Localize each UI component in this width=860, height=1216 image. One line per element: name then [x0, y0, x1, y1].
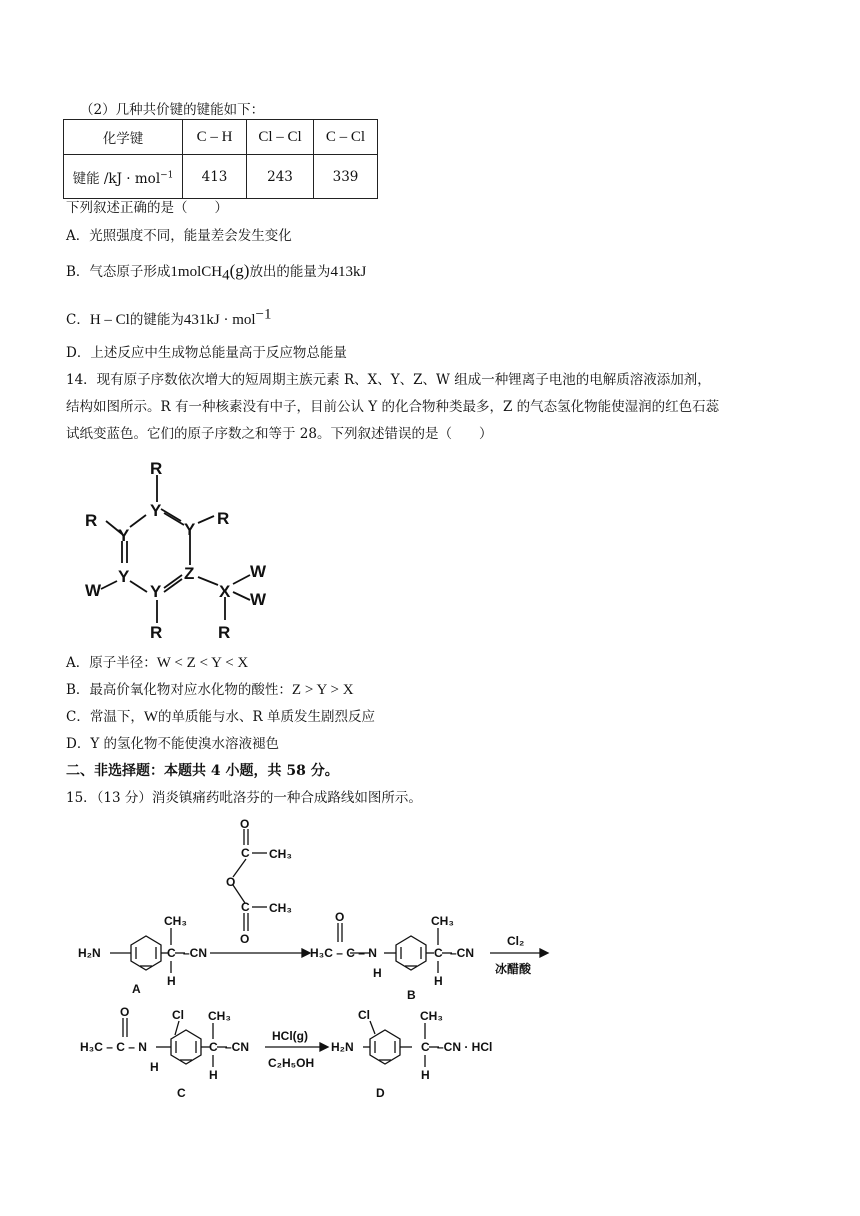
- atom-y: Y: [118, 567, 130, 586]
- opt-text: B．最高价氧化物对应水化物的酸性：: [66, 682, 292, 698]
- q14-structure-diagram: [80, 455, 280, 640]
- atom-h: H: [373, 966, 382, 980]
- atom-c: C: [434, 946, 443, 960]
- table-header: C – H: [183, 120, 247, 155]
- table-row-label: [64, 155, 183, 199]
- reagent-acetic-acid: 冰醋酸: [495, 962, 532, 976]
- table-header: Cl – Cl: [247, 120, 314, 155]
- q13-option-c: [66, 306, 272, 329]
- compound-label-c: C: [177, 1086, 186, 1100]
- compound-label-a: A: [132, 982, 141, 996]
- q15-synthesis-scheme: [70, 815, 550, 1105]
- opt-text: C．: [66, 312, 90, 328]
- opt-text: 的单质能与水、R 单质发生剧烈反应: [158, 709, 375, 725]
- q14-option-c: [66, 708, 375, 726]
- atom-h: H: [150, 1060, 159, 1074]
- atom-h: H: [421, 1068, 430, 1082]
- atom-cl: Cl: [172, 1008, 184, 1022]
- expr: W < Z < Y < X: [156, 655, 249, 671]
- atom-c: C: [167, 946, 176, 960]
- atom-c: C: [241, 846, 250, 860]
- value: 413kJ: [330, 264, 367, 280]
- atom-y: Y: [118, 526, 130, 545]
- atom-cl: Cl: [358, 1008, 370, 1022]
- atom-r: W: [85, 581, 102, 600]
- q13-option-a: A．光照强度不同，能量差会发生变化: [66, 228, 292, 244]
- atom-c: C: [209, 1040, 218, 1054]
- group-ch3: CH₃: [269, 847, 292, 861]
- atom-h: H: [167, 974, 176, 988]
- group-ch3: CH₃: [431, 914, 454, 928]
- group-h2n: H₂N: [78, 946, 101, 960]
- group-ch3: CH₃: [164, 914, 187, 928]
- q15-stem: 15．（13 分）消炎镇痛药吡洛芬的一种合成路线如图所示。: [66, 790, 422, 806]
- section-heading: 二、非选择题：本题共 4 小题，共 58 分。: [66, 763, 339, 779]
- group-cn: –CN: [450, 946, 475, 960]
- atom-o: O: [226, 875, 236, 889]
- atom-o: O: [240, 817, 250, 831]
- value-sup: −1: [255, 306, 272, 323]
- group-cn: –CN: [225, 1040, 250, 1054]
- atom-w: W: [250, 590, 267, 609]
- state: (g): [229, 261, 250, 280]
- q13-option-d: D．上述反应中生成物总能量高于反应物总能量: [66, 345, 347, 361]
- atom-o: O: [240, 932, 250, 946]
- atom-w: W: [250, 562, 267, 581]
- group-cn-hcl: –CN · HCl: [437, 1040, 493, 1054]
- atom-w: R: [218, 623, 231, 642]
- bond: H – Cl: [89, 312, 130, 328]
- group-acetamide: H₃C – C – N: [310, 946, 377, 960]
- atom-r: R: [217, 509, 230, 528]
- q14-stem-line1: 14．现有原子序数依次增大的短周期主族元素 R、X、Y、Z、W 组成一种锂离子电池的电解质溶液添加剂，: [66, 372, 711, 388]
- group-cn: –CN: [183, 946, 208, 960]
- formula-sub: 4: [222, 267, 230, 284]
- opt-text: 放出的能量为: [249, 264, 331, 280]
- bond-energy-table: [63, 119, 378, 199]
- atom-y: Y: [184, 520, 196, 539]
- opt-text: A．原子半径：: [66, 655, 157, 671]
- opt-text: B．气态原子形成: [66, 264, 171, 280]
- q14-stem-line3: 试纸变蓝色。它们的原子序数之和等于 28。下列叙述错误的是（ ）: [66, 426, 493, 442]
- row-label-text: 键能 /kJ · mol: [72, 170, 161, 187]
- row-label-sup: −1: [160, 170, 174, 180]
- expr: Z > Y > X: [291, 682, 354, 698]
- atom-h: H: [209, 1068, 218, 1082]
- atom-y: Y: [150, 582, 162, 601]
- atom-x: X: [219, 582, 231, 601]
- group-ch3: CH₃: [269, 901, 292, 915]
- table-cell: 339: [314, 155, 378, 199]
- atom-c: C: [421, 1040, 430, 1054]
- q14-option-b: [66, 681, 354, 699]
- table-cell: 413: [183, 155, 247, 199]
- group-ch3: CH₃: [208, 1009, 231, 1023]
- q14-option-a: [66, 654, 248, 672]
- atom-r: R: [85, 511, 98, 530]
- table-header: 化学键: [64, 120, 183, 155]
- atom-o: O: [335, 910, 345, 924]
- atom-c: C: [241, 900, 250, 914]
- q14-option-d: D．Y 的氢化物不能使溴水溶液褪色: [66, 736, 280, 752]
- group-h2n: H₂N: [331, 1040, 354, 1054]
- atom-o: O: [120, 1005, 130, 1019]
- group-acetamide: H₃C – C – N: [80, 1040, 147, 1054]
- opt-text: 的键能为: [129, 312, 184, 328]
- atom-r: R: [150, 459, 163, 478]
- atom-r: R: [150, 623, 163, 642]
- compound-label-b: B: [407, 988, 416, 1002]
- opt-text: C．常温下，: [66, 709, 144, 725]
- formula: 1molCH: [170, 264, 223, 280]
- reagent-hcl: HCl(g): [272, 1029, 308, 1043]
- group-ch3: CH₃: [420, 1009, 443, 1023]
- q13-intro: （2）几种共价键的键能如下：: [80, 102, 265, 118]
- reagent-cl2: Cl₂: [507, 934, 525, 948]
- expr: W: [143, 709, 159, 725]
- compound-label-d: D: [376, 1086, 385, 1100]
- q13-stem: 下列叙述正确的是（ ）: [66, 200, 228, 216]
- q14-stem-line2: 结构如图所示。R 有一种核素没有中子，目前公认 Y 的化合物种类最多，Z 的气态氢化物能使湿润的红色石蕊: [66, 399, 720, 415]
- reagent-ethanol: C₂H₅OH: [268, 1056, 315, 1070]
- table-cell: 243: [247, 155, 314, 199]
- atom-z: Z: [184, 564, 195, 583]
- value: 431kJ · mol: [183, 312, 256, 328]
- atom-y: Y: [150, 501, 162, 520]
- table-header: C – Cl: [314, 120, 378, 155]
- q13-option-b: [66, 261, 367, 284]
- atom-h: H: [434, 974, 443, 988]
